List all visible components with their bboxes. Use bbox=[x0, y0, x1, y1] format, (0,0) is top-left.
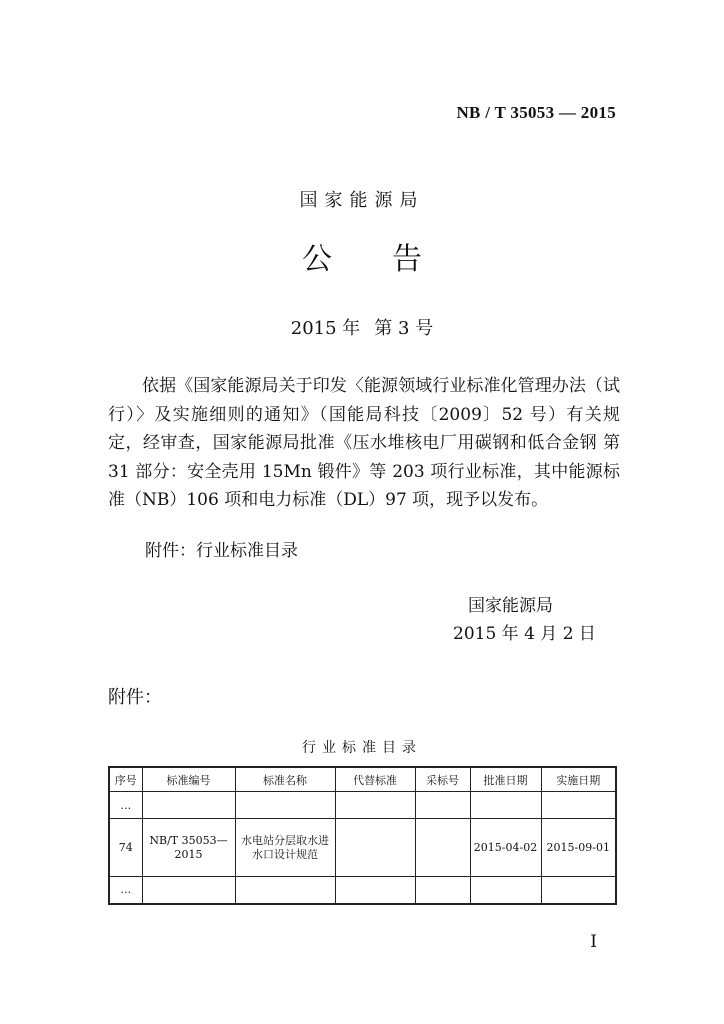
col-header-name: 标准名称 bbox=[235, 767, 335, 792]
cell-no: 74 bbox=[109, 819, 142, 877]
page-number: I bbox=[590, 932, 597, 952]
attachment-note: 附件：行业标准目录 bbox=[145, 541, 298, 561]
notice-body: 依据《国家能源局关于印发〈能源领域行业标准化管理办法（试行）〉及实施细则的通知》（国能局科技〔2009〕52 号）有关规定，经审查，国家能源局批准《压水堆核电厂用碳钢和低合金钢 第 31 部分：安全壳用 15Mn 锻件》等 203 项行业标准，其中能源标准（NB）106 项和电力标准（DL）97 项，现予以发布。 bbox=[108, 376, 620, 510]
title-char-left: 公 bbox=[302, 242, 332, 277]
standard-code: NB / T 35053 — 2015 bbox=[456, 103, 616, 122]
notice-title bbox=[0, 234, 724, 278]
issue-line bbox=[0, 314, 724, 340]
col-header-adopted: 采标号 bbox=[415, 767, 470, 792]
title-char-right: 告 bbox=[392, 242, 422, 277]
cell-effective: 2015-09-01 bbox=[541, 819, 616, 877]
cell-adopted bbox=[415, 819, 470, 877]
standards-table bbox=[108, 766, 617, 905]
col-header-approved: 批准日期 bbox=[470, 767, 541, 792]
issuing-agency: 国家能源局 bbox=[299, 190, 425, 211]
cell-replaces bbox=[335, 819, 415, 877]
table-row-ellipsis bbox=[109, 877, 616, 904]
cell-approved: 2015-04-02 bbox=[470, 819, 541, 877]
table-row-ellipsis bbox=[109, 792, 616, 819]
sign-date: 2015 年 4 月 2 日 bbox=[453, 624, 596, 644]
table-row bbox=[109, 819, 616, 877]
issue-year: 2015 年 bbox=[290, 318, 361, 339]
issue-number: 第 3 号 bbox=[374, 318, 434, 339]
ellipsis-cell: … bbox=[109, 877, 142, 904]
cell-name: 水电站分层取水进水口设计规范 bbox=[235, 819, 335, 877]
table-title: 行业标准目录 bbox=[302, 740, 422, 756]
ellipsis-cell: … bbox=[109, 792, 142, 819]
col-header-code: 标准编号 bbox=[142, 767, 235, 792]
table-header-row bbox=[109, 767, 616, 792]
signer: 国家能源局 bbox=[468, 596, 553, 616]
cell-code: NB/T 35053—2015 bbox=[142, 819, 235, 877]
col-header-replaces: 代替标准 bbox=[335, 767, 415, 792]
col-header-effective: 实施日期 bbox=[541, 767, 616, 792]
attachment-heading: 附件： bbox=[108, 687, 162, 708]
col-header-no: 序号 bbox=[109, 767, 142, 792]
